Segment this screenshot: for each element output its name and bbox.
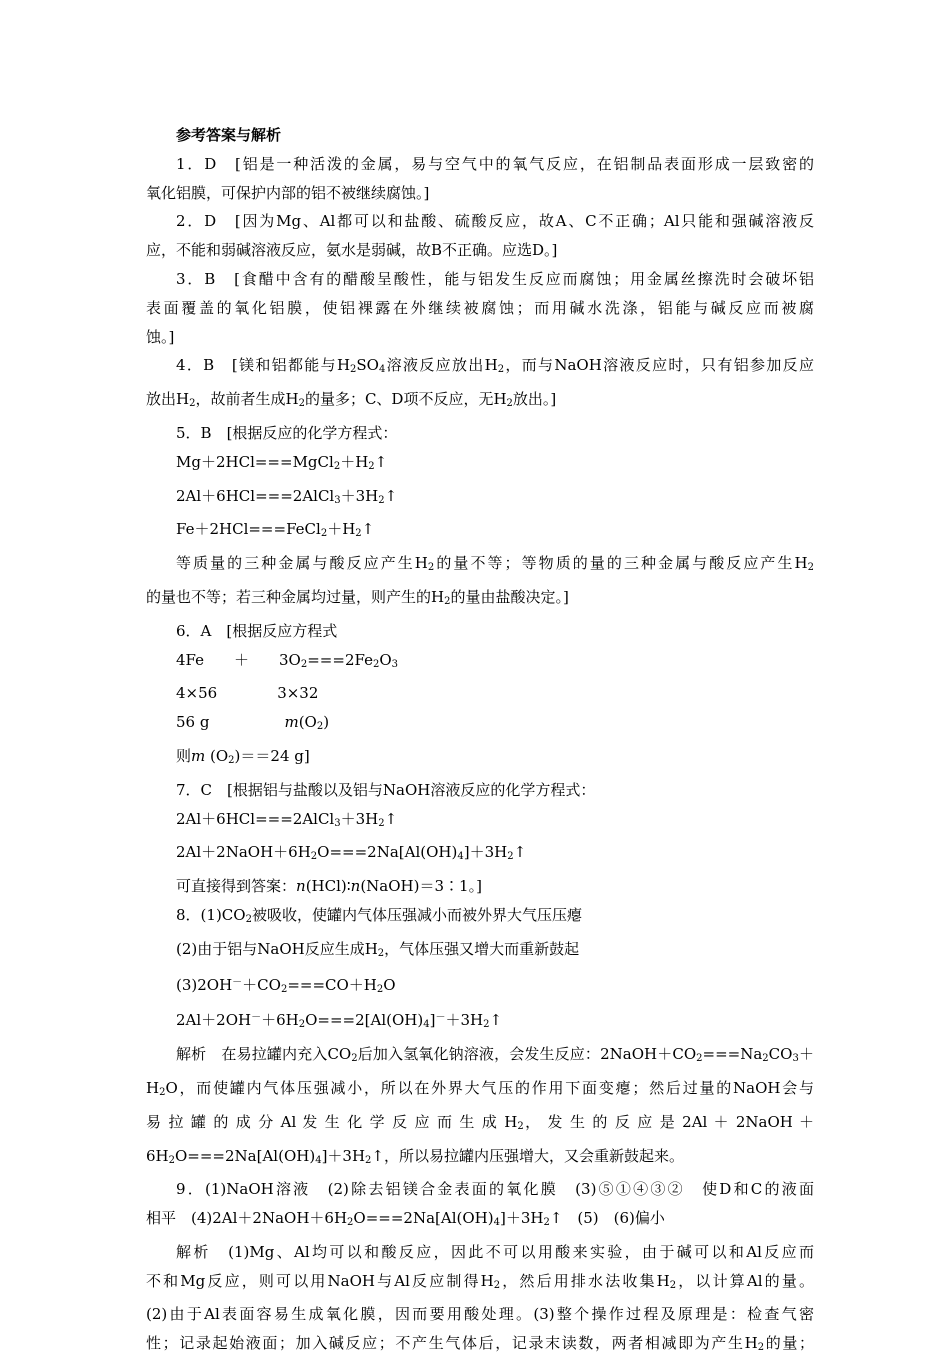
- text-line: $2Al+2NaOH+6H_2O===2Na[Al(OH)_4]+3H_2↑$: [176, 843, 527, 863]
- text-line: $Mg+2HCl===MgCl_2+H_2↑$: [176, 452, 388, 472]
- text-line: $H_2O$，而使罐内气体压强减小，所以在外界大气压的作用下面变瘪；然后过量的NaOH会与: [146, 1078, 814, 1098]
- text-line: 氧化铝膜，可保护内部的铝不被继续腐蚀。]: [146, 183, 430, 202]
- text-line: 9．(1)NaOH溶液 (2)除去铝镁合金表面的氧化膜 (3)⑤①④③② 使D和C的液面: [176, 1180, 814, 1199]
- text-line: 的量也不等；若三种金属均过量，则产生的$H_2$的量由盐酸决定。]: [146, 587, 569, 607]
- text-line: $Fe+2HCl===FeCl_2+H_2↑$: [176, 520, 375, 540]
- answer-section: [146, 121, 814, 1363]
- text-line: 性；记录起始液面；加入碱反应；不产生气体后，记录末读数，两者相减即为产生$H_2$的量；: [146, 1334, 814, 1354]
- text-line: 易 拉 罐 的 成 分 Al 发 生 化 学 反 应 而 生 成 $H_2$， 发 生 的 反 应 是 2Al ＋ 2NaOH ＋: [146, 1112, 814, 1132]
- text-line: 6．A [根据反应方程式: [176, 621, 338, 640]
- text-line: 1．D [铝是一种活泼的金属，易与空气中的氧气反应，在铝制品表面形成一层致密的: [176, 154, 814, 173]
- text-line: 不和Mg反应，则可以用NaOH与Al反应制得$H_2$，然后用排水法收集$H_2$，以计算Al的量。: [146, 1271, 814, 1291]
- text-line: 8．$(1)CO_2$被吸收，使罐内气体压强减小而被外界大气压压瘪: [176, 905, 582, 925]
- text-line: $2Al+2OH^-+6H_2O===2[Al(OH)_4]^-+3H_2↑$: [176, 1011, 503, 1031]
- text-line: (2)由于铝与NaOH反应生成$H_2$，气体压强又增大而重新鼓起: [176, 939, 580, 959]
- text-line: 应，不能和弱碱溶液反应，氨水是弱碱，故B不正确。应选D。]: [146, 241, 558, 260]
- text-line: 3．B [食醋中含有的醋酸呈酸性，能与铝发生反应而腐蚀；用金属丝擦洗时会破坏铝: [176, 269, 814, 288]
- text-line: 则m $(O_2)==24$ g]: [176, 746, 310, 766]
- text-line: $2Al+6HCl===2AlCl_3+3H_2↑$: [176, 809, 398, 829]
- text-line: 蚀。]: [146, 327, 175, 346]
- answer-lines: [146, 150, 814, 1363]
- text-line: 2．D [因为Mg、Al都可以和盐酸、硫酸反应，故A、C不正确；Al只能和强碱溶液反: [176, 212, 814, 231]
- text-line: (2)由于Al表面容易生成氧化膜，因而要用酸处理。(3)整个操作过程及原理是：检查气密: [146, 1305, 814, 1324]
- text-line: 7．C [根据铝与盐酸以及铝与NaOH溶液反应的化学方程式：: [176, 780, 596, 799]
- text-line: 4Fe ＋ $3O_2===2Fe_2O_3$: [176, 650, 399, 670]
- text-line: $(3)2OH^-+CO_2===CO+H_2O$: [176, 975, 396, 995]
- text-line: 5．B [根据反应的化学方程式：: [176, 423, 398, 442]
- text-line: $2Al+6HCl===2AlCl_3+3H_2↑$: [176, 486, 398, 506]
- text-line: $6H_2O===2Na[Al(OH)_4]+3H_2↑$，所以易拉罐内压强增大，又会重新鼓起来。: [146, 1146, 684, 1166]
- section-title: 参考答案与解析: [176, 126, 282, 144]
- text-line: 解析 (1)Mg、Al均可以和酸反应，因此不可以用酸来实验，由于碱可以和Al反应而: [176, 1242, 814, 1261]
- text-line: 相平 $(4)2Al+2NaOH+6H_2O===2Na[Al(OH)_4]+3H_2↑$ (5) (6)偏小: [146, 1209, 665, 1229]
- text-line: 可直接得到答案：n(HCl)∶n(NaOH)＝3∶1。]: [176, 877, 482, 896]
- text-line: 56 g $m(O_2)$: [176, 713, 330, 733]
- text-line: 表面覆盖的氧化铝膜，使铝裸露在外继续被腐蚀；而用碱水洗涤，铝能与碱反应而被腐: [146, 298, 814, 317]
- text-line: 放出$H_2$，故前者生成$H_2$的量多；C、D项不反应，无$H_2$放出。]: [146, 390, 557, 410]
- text-line: 4．B [镁和铝都能与$H_2SO_4$溶液反应放出$H_2$，而与NaOH溶液反应时，只有铝参加反应: [176, 356, 814, 376]
- text-line: 解析 在易拉罐内充入$CO_2$后加入氢氧化钠溶液，会发生反应：$2NaOH+CO_2===Na_2CO_3+$: [176, 1045, 814, 1065]
- text-line: 等质量的三种金属与酸反应产生$H_2$的量不等；等物质的量的三种金属与酸反应产生$H_2$: [176, 554, 814, 574]
- text-line: 4×56 3×32: [176, 684, 319, 703]
